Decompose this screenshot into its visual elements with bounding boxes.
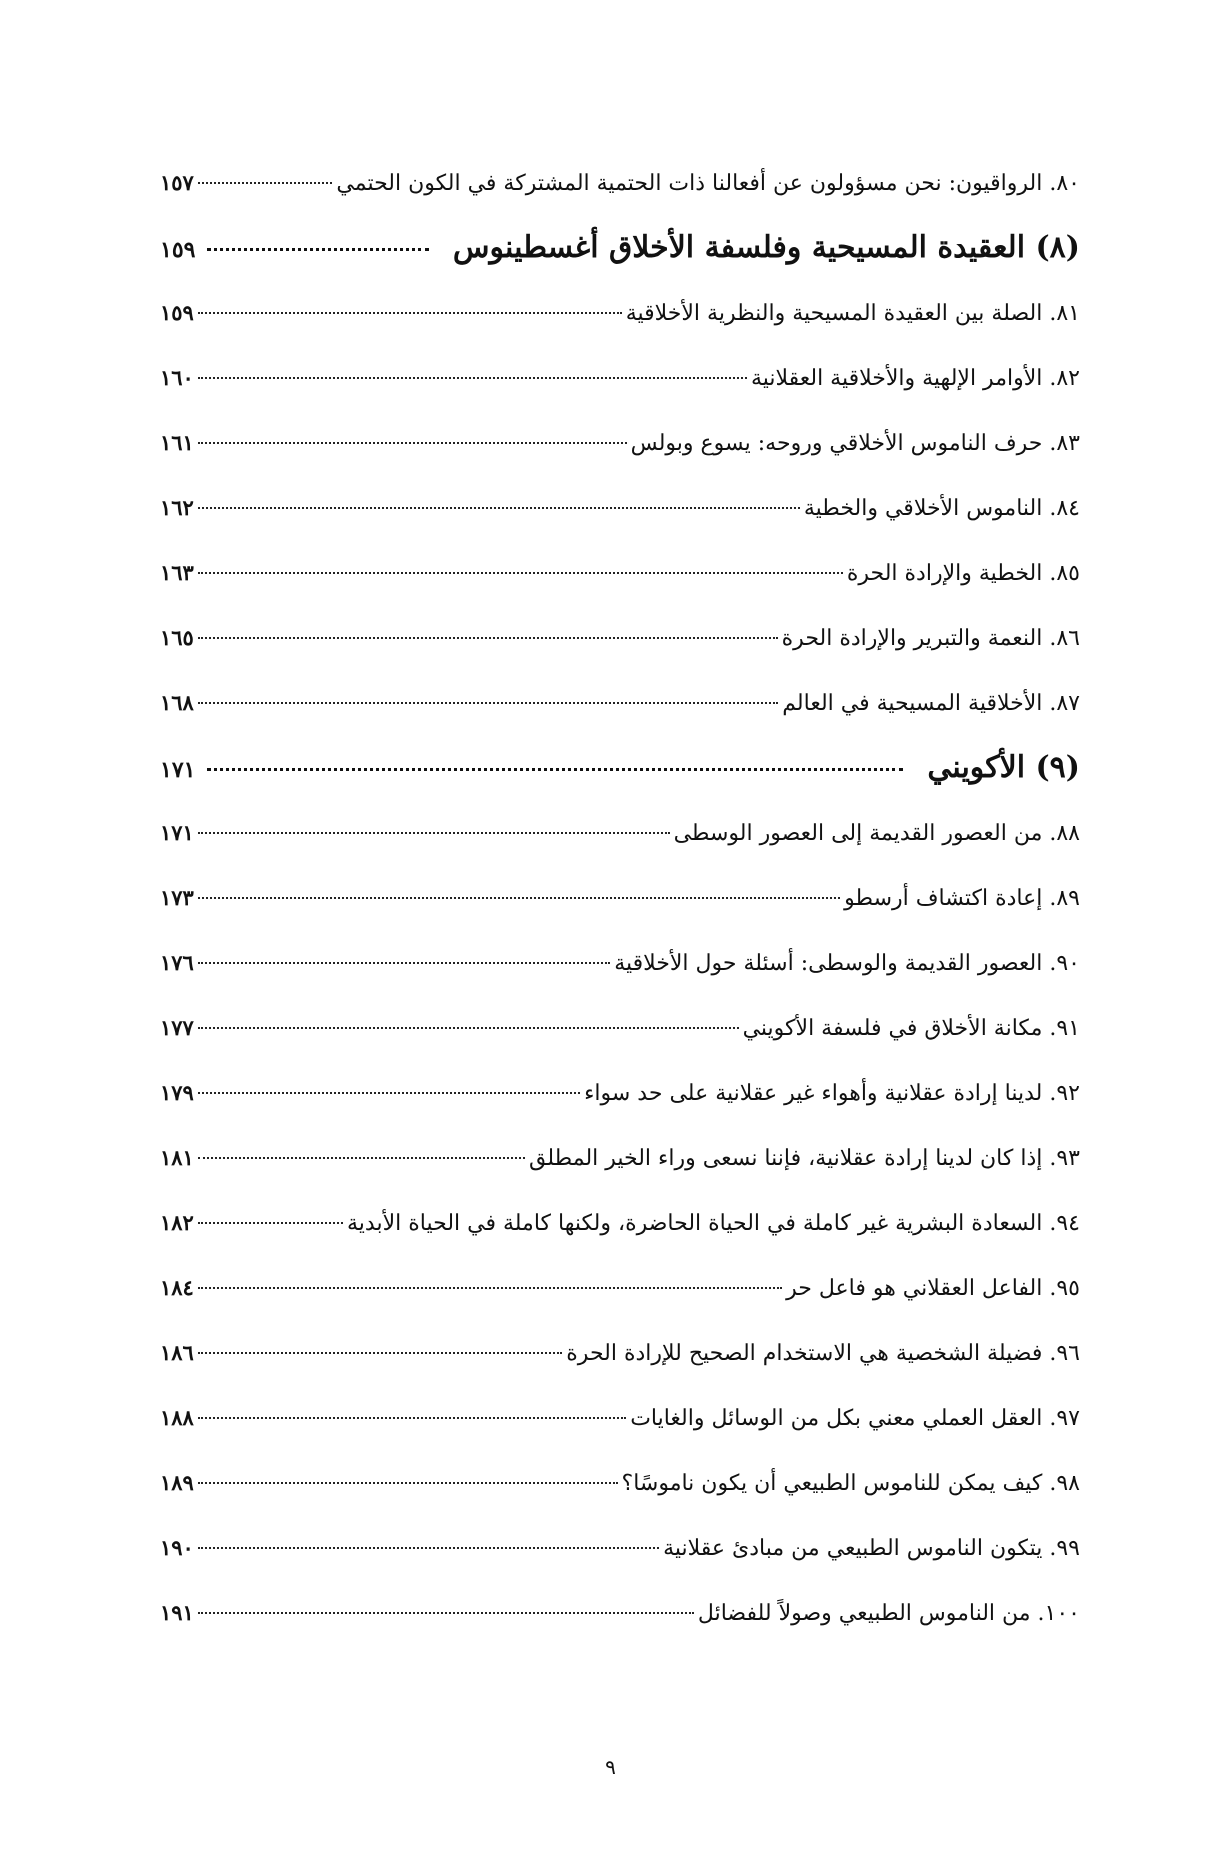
dot-leader	[198, 832, 670, 834]
toc-entry-83	[160, 410, 1080, 475]
dot-leader	[198, 1482, 618, 1484]
toc-entry-97	[160, 1385, 1080, 1450]
toc-entry-95	[160, 1255, 1080, 1320]
dot-leader	[198, 377, 747, 379]
toc-entry-title: ٨٣. حرف الناموس الأخلاقي وروحه: يسوع وبولس	[630, 431, 1080, 456]
toc-page-number: ١٨٨	[160, 1405, 194, 1430]
toc-page-number: ١٦٠	[160, 365, 194, 390]
dot-leader	[198, 1222, 343, 1224]
dot-leader	[198, 962, 610, 964]
dot-leader	[198, 1157, 525, 1159]
toc-entry-81	[160, 280, 1080, 345]
toc-entry-title: ٨٥. الخطية والإرادة الحرة	[846, 561, 1080, 586]
toc-entry-96	[160, 1320, 1080, 1385]
toc-entry-91	[160, 995, 1080, 1060]
dot-leader	[198, 702, 778, 704]
dot-leader	[207, 248, 428, 251]
toc-page-number: ١٧٣	[160, 885, 194, 910]
toc-entry-title: ٩٠. العصور القديمة والوسطى: أسئلة حول الأخلاقية	[614, 951, 1080, 976]
toc-entry-title: ٩٢. لدينا إرادة عقلانية وأهواء غير عقلانية على حد سواء	[584, 1081, 1080, 1106]
toc-chapter-9	[160, 735, 1080, 800]
toc-page-number: ١٧١	[160, 757, 196, 783]
toc-entry-title: ٩٦. فضيلة الشخصية هي الاستخدام الصحيح للإرادة الحرة	[566, 1341, 1080, 1366]
toc-entry-100	[160, 1580, 1080, 1645]
toc-chapter-8	[160, 215, 1080, 280]
toc-page-number: ١٦٣	[160, 560, 194, 585]
toc-page-number: ١٧٧	[160, 1015, 194, 1040]
toc-entry-99	[160, 1515, 1080, 1580]
dot-leader	[198, 1417, 626, 1419]
toc-page-number: ١٦٥	[160, 625, 194, 650]
dot-leader	[198, 897, 840, 899]
toc-entry-title: ٨٠. الرواقيون: نحن مسؤولون عن أفعالنا ذات الحتمية المشتركة في الكون الحتمي	[336, 171, 1080, 196]
toc-page-number: ١٨٩	[160, 1470, 194, 1495]
toc-entry-88	[160, 800, 1080, 865]
toc-entry-90	[160, 930, 1080, 995]
toc-entry-title: ٩٧. العقل العملي معني بكل من الوسائل والغايات	[630, 1406, 1080, 1431]
toc-page-number: ١٥٩	[160, 300, 194, 325]
toc-page-number: ١٥٩	[160, 237, 196, 263]
dot-leader	[198, 507, 800, 509]
toc-entry-title: ٩١. مكانة الأخلاق في فلسفة الأكويني	[742, 1016, 1080, 1041]
toc-entry-92	[160, 1060, 1080, 1125]
toc-entry-title: ٨٩. إعادة اكتشاف أرسطو	[844, 886, 1080, 911]
toc-entry-title: ٨٢. الأوامر الإلهية والأخلاقية العقلانية	[750, 366, 1080, 391]
toc-page-number: ١٨٤	[160, 1275, 194, 1300]
dot-leader	[198, 572, 843, 574]
dot-leader	[198, 182, 333, 184]
toc-entry-80	[160, 150, 1080, 215]
toc-page-number: ١٧١	[160, 820, 194, 845]
toc-entry-title: ٨١. الصلة بين العقيدة المسيحية والنظرية الأخلاقية	[625, 301, 1080, 326]
dot-leader	[198, 1027, 739, 1029]
toc-entry-93	[160, 1125, 1080, 1190]
page-number-footer: ٩	[605, 1755, 616, 1779]
toc-entry-82	[160, 345, 1080, 410]
toc-page-number: ١٨١	[160, 1145, 194, 1170]
toc-chapter-title: (٩) الأكويني	[927, 750, 1080, 785]
toc-entry-title: ٩٤. السعادة البشرية غير كاملة في الحياة الحاضرة، ولكنها كاملة في الحياة الأبدية	[347, 1211, 1080, 1236]
dot-leader	[198, 1352, 562, 1354]
toc-entry-94	[160, 1190, 1080, 1255]
dot-leader	[198, 1092, 580, 1094]
toc-page-number: ١٧٦	[160, 950, 194, 975]
toc-entry-86	[160, 605, 1080, 670]
toc-entry-title: ٨٦. النعمة والتبرير والإرادة الحرة	[781, 626, 1080, 651]
toc-entry-title: ٩٥. الفاعل العقلاني هو فاعل حر	[786, 1276, 1080, 1301]
dot-leader	[198, 637, 778, 639]
dot-leader	[198, 1547, 659, 1549]
dot-leader	[198, 312, 622, 314]
toc-chapter-title: (٨) العقيدة المسيحية وفلسفة الأخلاق أغسطينوس	[452, 230, 1080, 265]
toc-entry-98	[160, 1450, 1080, 1515]
toc-page-number: ١٩٠	[160, 1535, 194, 1560]
dot-leader	[207, 768, 903, 771]
toc-page-number: ١٦١	[160, 430, 194, 455]
toc-entry-title: ٩٩. يتكون الناموس الطبيعي من مبادئ عقلانية	[663, 1536, 1080, 1561]
toc-entry-title: ٩٣. إذا كان لدينا إرادة عقلانية، فإننا نسعى وراء الخير المطلق	[529, 1146, 1080, 1171]
dot-leader	[198, 1612, 694, 1614]
toc-page-number: ١٦٨	[160, 690, 194, 715]
dot-leader	[198, 442, 627, 444]
toc-entry-title: ١٠٠. من الناموس الطبيعي وصولاً للفضائل	[697, 1601, 1080, 1626]
toc-page-number: ١٧٩	[160, 1080, 194, 1105]
toc-entry-85	[160, 540, 1080, 605]
dot-leader	[198, 1287, 782, 1289]
toc-entry-84	[160, 475, 1080, 540]
toc-page-number: ١٨٢	[160, 1210, 194, 1235]
toc-entry-title: ٨٧. الأخلاقية المسيحية في العالم	[782, 691, 1080, 716]
toc-page-number: ١٦٢	[160, 495, 194, 520]
toc-page-number: ١٩١	[160, 1600, 194, 1625]
toc-page-number: ١٨٦	[160, 1340, 194, 1365]
toc-entry-89	[160, 865, 1080, 930]
toc-entry-title: ٨٤. الناموس الأخلاقي والخطية	[803, 496, 1080, 521]
toc-entry-87	[160, 670, 1080, 735]
table-of-contents	[160, 150, 1080, 1645]
toc-entry-title: ٨٨. من العصور القديمة إلى العصور الوسطى	[673, 821, 1080, 846]
toc-page-number: ١٥٧	[160, 170, 194, 195]
toc-entry-title: ٩٨. كيف يمكن للناموس الطبيعي أن يكون ناموسًا؟	[621, 1471, 1080, 1496]
